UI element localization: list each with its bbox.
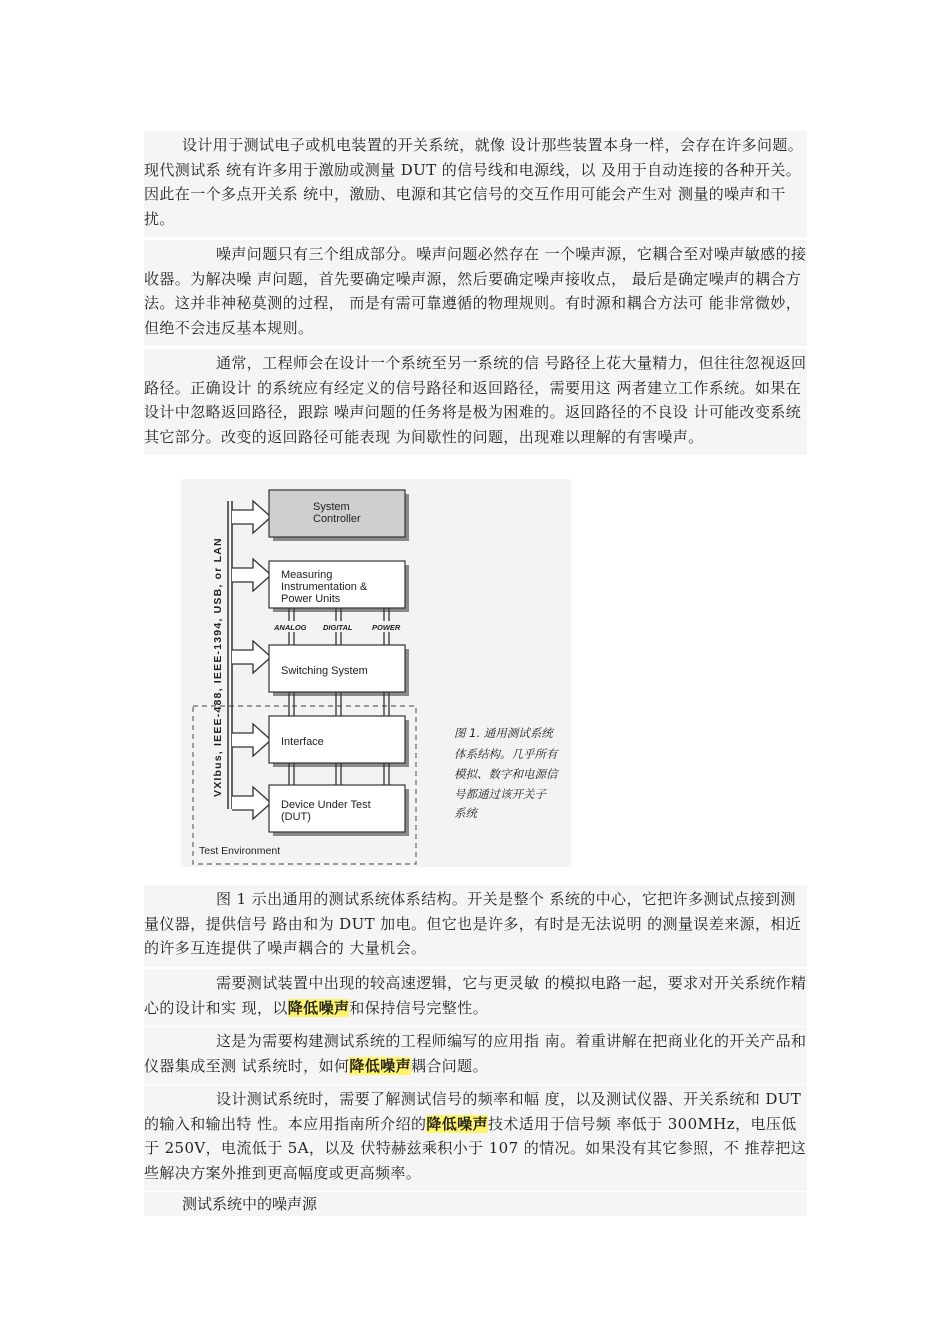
section-heading	[144, 1192, 807, 1216]
figure-caption-line-4: 号都通过该开关子	[454, 787, 546, 801]
text-run: 这是为需要构建测试系统的工程师编写的应用指 南。着重讲解在把商业化的开关产品和仪器集成至测 试系统时，如何	[144, 1032, 807, 1075]
bus-label: VXIbus, IEEE-488, IEEE-1394, USB, or LAN	[212, 537, 224, 797]
text-run: 需要测试装置中出现的较高速逻辑，它与更灵敏 的模拟电路一起，要求对开关系统作精心的设计和实 现，以	[144, 974, 807, 1017]
arrow-to-dut	[232, 787, 271, 819]
paragraph-text: 噪声问题只有三个组成部分。噪声问题必然存在 一个噪声源，它耦合至对噪声敏感的接收器。为解决噪 声问题，首先要确定噪声源，然后要确定噪声接收点， 最后是确定噪声的耦合方法。这并非神秘莫测的过程， 而是有需可靠遵循的物理规则。有时源和耦合方法可 能非常微妙，但绝不会违反基本规则。	[144, 245, 807, 337]
highlighted-term: 降低噪声	[426, 1114, 488, 1133]
section-heading-text: 测试系统中的噪声源	[182, 1195, 318, 1213]
bus-arrows	[232, 501, 271, 819]
measuring-label-1: Measuring	[281, 569, 333, 581]
paragraph-text	[144, 971, 807, 1020]
signal-label-analog: ANALOG	[274, 623, 307, 632]
text-run: 和保持信号完整性。	[349, 998, 488, 1017]
system-controller-label-2: Controller	[313, 513, 361, 525]
text-run: 技术适用于信号频 率低于 300MHz，电压低于 250V，电流低于 5A，以及 伏特赫兹乘积小于 107 的情况。如果没有其它参照，不 推荐把这些解决方案外推到更高幅度或更高频率。	[144, 1114, 807, 1182]
paragraph-1	[144, 131, 807, 237]
arrow-to-switching	[232, 641, 271, 673]
test-environment-label: Test Environment	[199, 845, 281, 857]
arrow-to-system-controller	[232, 501, 271, 533]
signal-label-power: POWER	[372, 623, 401, 632]
arrow-to-measuring	[232, 559, 271, 591]
paragraph-2	[144, 240, 807, 346]
figure-caption-line-1: 图 1. 通用测试系统	[454, 726, 553, 740]
paragraph-text	[144, 1087, 807, 1185]
paragraph-text: 图 1 示出通用的测试系统体系结构。开关是整个 系统的中心，它把许多测试点接到测量仪器，提供信号 路由和为 DUT 加电。但它也是许多，有时是无法说明 的测量误差来源，相近的许多互连提供了噪声耦合的 大量机会。	[144, 890, 802, 957]
highlighted-term: 降低噪声	[287, 998, 350, 1017]
interface-label: Interface	[281, 736, 324, 748]
paragraph-3	[144, 349, 807, 455]
text-run: 设计测试系统时，需要了解测试信号的频率和幅 度，以及测试仪器、开关系统和 DUT 的输入和输出特 性。本应用指南所介绍的	[144, 1090, 802, 1133]
dut-label-2: (DUT)	[281, 811, 311, 823]
paragraph-text	[144, 1029, 807, 1078]
paragraph-text: 通常，工程师会在设计一个系统至另一系统的信 号路径上花大量精力，但往往忽视返回路径。正确设计 的系统应有经定义的信号路径和返回路径，需要用这 两者建立工作系统。如果在设计中忽略返回路径，跟踪 噪声问题的任务将是极为困难的。返回路径的不良设 计可能改变系统其它部分。改变的返回路径可能表现 为间歇性的问题，出现难以理解的有害噪声。	[144, 354, 807, 446]
figure-1-test-system-architecture	[181, 479, 571, 867]
highlighted-term: 降低噪声	[349, 1056, 411, 1075]
text-run: 耦合问题。	[410, 1056, 488, 1075]
paragraph-4	[144, 885, 807, 967]
architecture-diagram	[181, 479, 571, 867]
switching-system-label: Switching System	[281, 665, 368, 677]
measuring-label-3: Power Units	[281, 593, 341, 605]
dut-label-1: Device Under Test	[281, 799, 371, 811]
measuring-label-2: Instrumentation &	[281, 581, 368, 593]
paragraph-6	[144, 1027, 807, 1084]
paragraph-text: 设计用于测试电子或机电装置的开关系统，就像 设计那些装置本身一样，会存在许多问题。现代测试系 统有许多用于激励或测量 DUT 的信号线和电源线，以 及用于自动连接的各种开关。因此在一个多点开关系 统中，激励、电源和其它信号的交互作用可能会产生对 测量的噪声和干扰。	[144, 136, 804, 228]
signal-label-digital: DIGITAL	[323, 623, 353, 632]
figure-caption-line-2: 体系结构。几乎所有	[454, 747, 558, 761]
arrow-to-interface	[232, 724, 271, 756]
paragraph-7	[144, 1085, 807, 1191]
system-controller-label-1: System	[313, 501, 350, 513]
paragraph-5	[144, 969, 807, 1026]
figure-caption-line-3: 模拟、数字和电源信	[454, 767, 558, 781]
figure-caption-line-5: 系统	[454, 806, 477, 820]
